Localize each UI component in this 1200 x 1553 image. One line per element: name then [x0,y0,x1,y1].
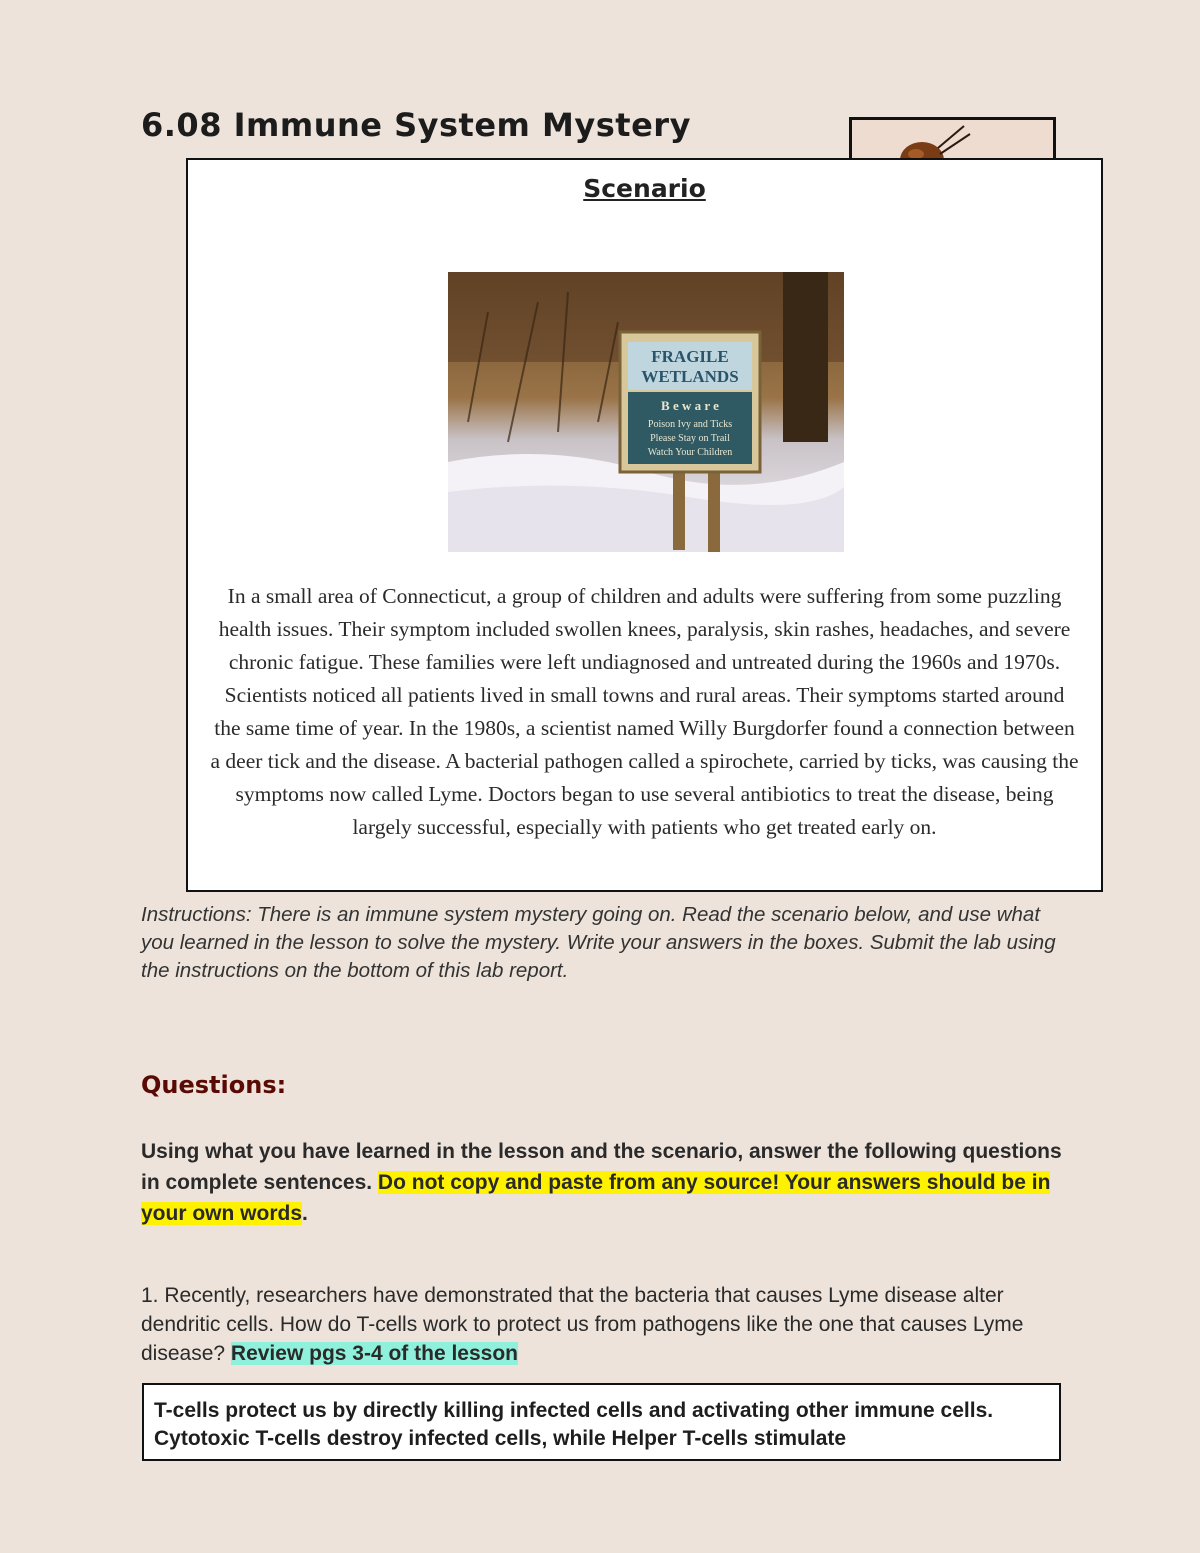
sign-beware: B e w a r e [661,398,719,413]
question-1-text: 1. Recently, researchers have demonstrated that the bacteria that causes Lyme disease alter dendritic cells. How do T-cells work to protect us from pathogens like the one that causes Lyme disease? [141,1284,1024,1365]
questions-intro-plain: Using what you have learned in the lesson and the scenario, answer the following questions in complete sentences. [141,1140,1062,1194]
questions-intro [141,1136,1071,1229]
answer-1-text: T-cells protect us by directly killing infected cells and activating other immune cells. Cytotoxic T-cells destroy infected cells, while Helper T-cells stimulate [154,1399,994,1450]
page-title: 6.08 Immune System Mystery [141,106,691,144]
scenario-text: In a small area of Connecticut, a group of children and adults were suffering from some puzzling health issues. Their symptom included swollen knees, paralysis, skin rashes, headaches, and severe chronic fatigue. These families were left undiagnosed and untreated during the 1960s and 1970s. Scientists noticed all patients lived in small towns and rural areas. Their symptoms started around the same time of year. In the 1980s, a scientist named Willy Burgdorfer found a connection between a deer tick and the disease. A bacterial pathogen called a spirochete, carried by ticks, was causing the symptoms now called Lyme. Doctors began to use several antibiotics to treat the disease, being largely successful, especially with patients who get treated early on. [210,584,1079,839]
wetlands-sign-photo [448,272,844,552]
questions-intro-highlight: Do not copy and paste from any source! Your answers should be in your own words [141,1171,1051,1225]
scenario-box [186,158,1103,892]
instructions-text: Instructions: There is an immune system mystery going on. Read the scenario below, and use what you learned in the lesson to solve the mystery. Write your answers in the boxes. Submit the lab using the instructions on the bottom of this lab report. [141,903,1056,982]
sign-line1: Poison Ivy and Ticks [647,419,733,430]
sign-line3: Watch Your Children [647,447,733,458]
sign-title-line2: WETLANDS [641,367,739,386]
sign-title-line1: FRAGILE [651,347,729,366]
question-1-highlight: Review pgs 3-4 of the lesson [230,1342,518,1365]
scenario-heading: Scenario [583,174,706,203]
answer-1-box[interactable] [142,1383,1061,1461]
sign-line2: Please Stay on Trail [650,433,730,444]
questions-intro-end: . [302,1202,308,1225]
questions-heading: Questions: [141,1071,287,1099]
question-1 [141,1281,1071,1368]
